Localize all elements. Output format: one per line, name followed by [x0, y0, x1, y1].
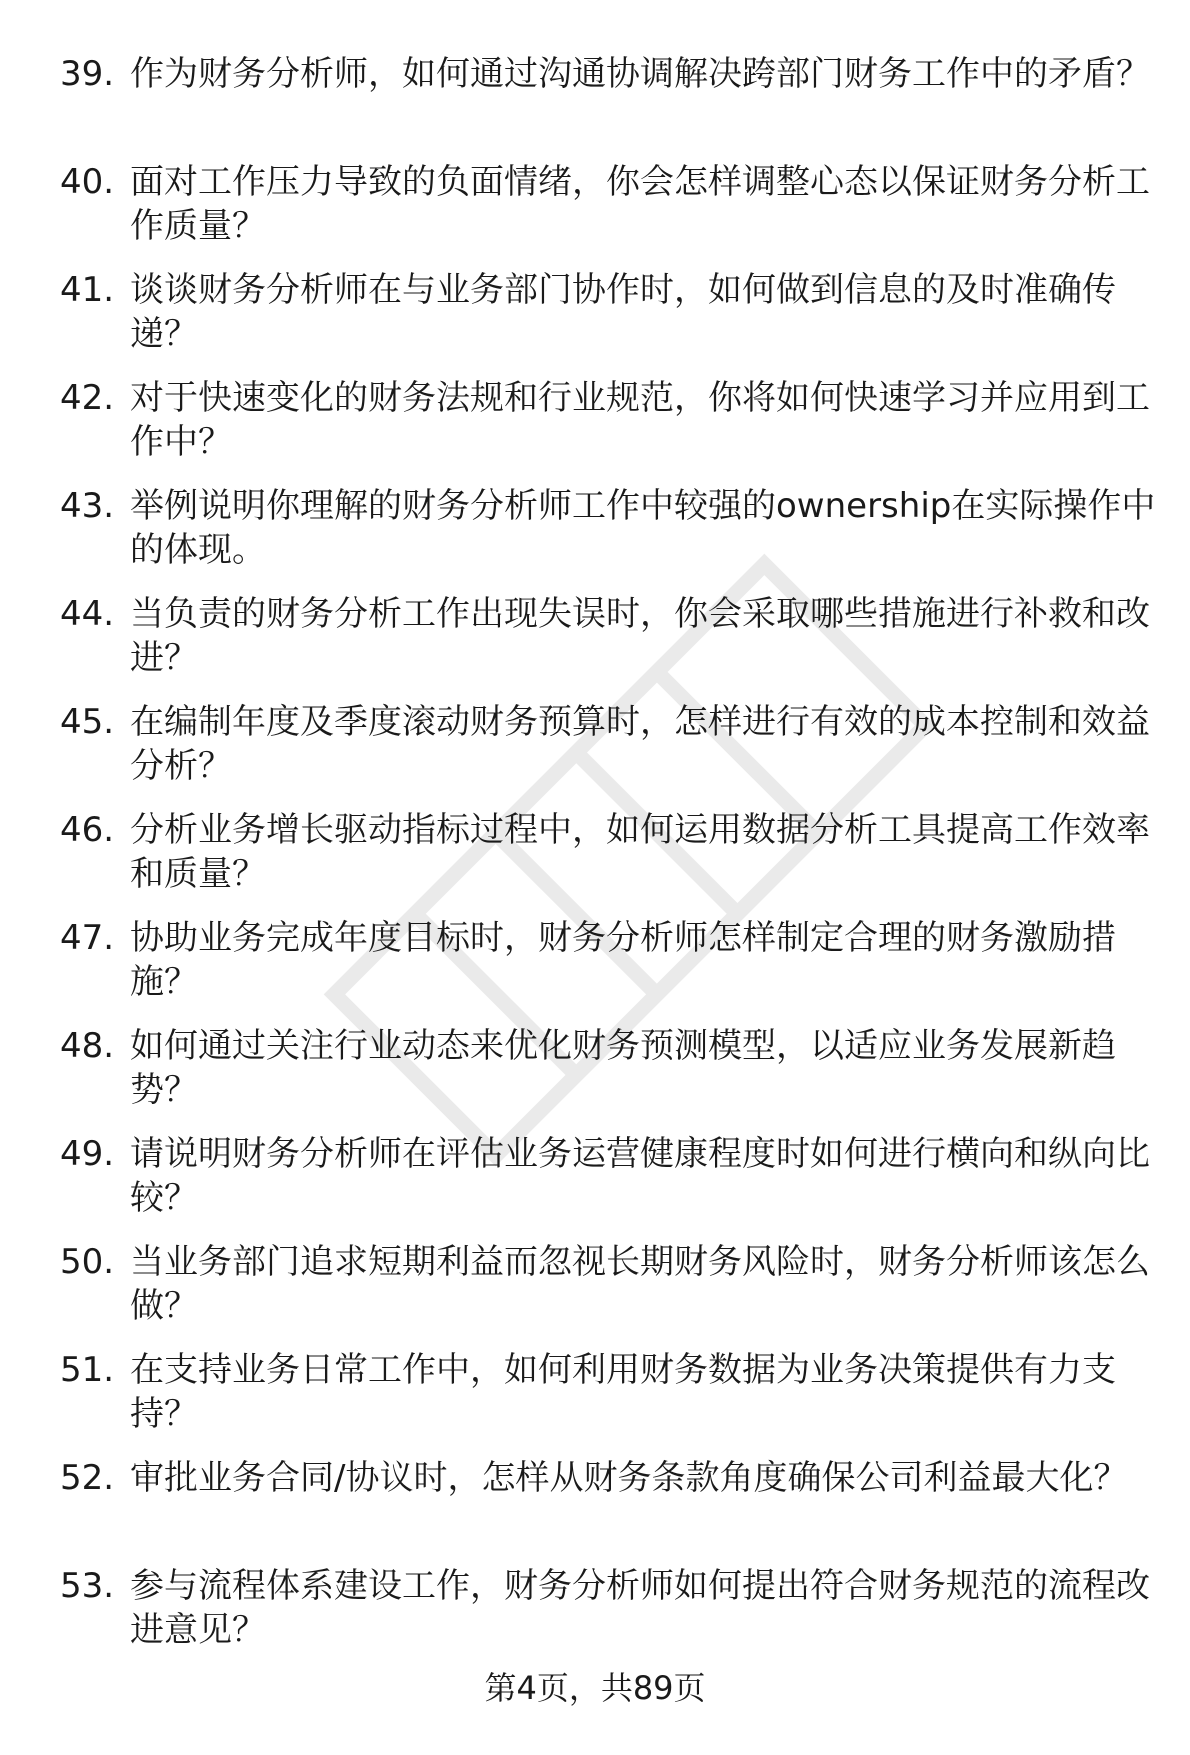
question-item — [60, 52, 1170, 140]
question-number: 39. — [60, 54, 115, 94]
question-item — [60, 376, 1170, 464]
question-item — [60, 808, 1170, 896]
question-text: 分析业务增长驱动指标过程中，如何运用数据分析工具提高工作效率和质量？ — [130, 810, 1150, 894]
question-item — [60, 268, 1170, 356]
question-text: 作为财务分析师，如何通过沟通协调解决跨部门财务工作中的矛盾？ — [130, 54, 1150, 94]
page-number: 第4页，共89页 — [484, 1669, 706, 1707]
question-item — [60, 1348, 1170, 1436]
question-number: 53. — [60, 1566, 115, 1606]
question-text: 在支持业务日常工作中，如何利用财务数据为业务决策提供有力支持？ — [130, 1350, 1116, 1434]
question-number: 48. — [60, 1026, 115, 1066]
question-text: 谈谈财务分析师在与业务部门协作时，如何做到信息的及时准确传递？ — [130, 270, 1116, 354]
question-item — [60, 1024, 1170, 1112]
question-text: 如何通过关注行业动态来优化财务预测模型，以适应业务发展新趋势？ — [130, 1026, 1116, 1110]
question-number: 45. — [60, 702, 115, 742]
question-text: 对于快速变化的财务法规和行业规范，你将如何快速学习并应用到工作中？ — [130, 378, 1150, 462]
question-item — [60, 160, 1170, 248]
question-item — [60, 916, 1170, 1004]
question-number: 41. — [60, 270, 115, 310]
question-text: 当负责的财务分析工作出现失误时，你会采取哪些措施进行补救和改进？ — [130, 594, 1150, 678]
question-list — [60, 52, 1170, 1672]
question-number: 43. — [60, 486, 115, 526]
question-item — [60, 1240, 1170, 1328]
question-number: 52. — [60, 1458, 115, 1498]
question-item — [60, 592, 1170, 680]
question-number: 40. — [60, 162, 115, 202]
question-item — [60, 1564, 1170, 1652]
question-number: 46. — [60, 810, 115, 850]
question-text: 在编制年度及季度滚动财务预算时，怎样进行有效的成本控制和效益分析？ — [130, 702, 1150, 786]
question-text: 审批业务合同/协议时，怎样从财务条款角度确保公司利益最大化？ — [130, 1458, 1128, 1498]
question-text: 参与流程体系建设工作，财务分析师如何提出符合财务规范的流程改进意见？ — [130, 1566, 1150, 1650]
question-number: 49. — [60, 1134, 115, 1174]
question-text: 协助业务完成年度目标时，财务分析师怎样制定合理的财务激励措施？ — [130, 918, 1116, 1002]
question-number: 47. — [60, 918, 115, 958]
question-text: 面对工作压力导致的负面情绪，你会怎样调整心态以保证财务分析工作质量？ — [130, 162, 1150, 246]
question-item — [60, 484, 1170, 572]
question-number: 51. — [60, 1350, 115, 1390]
question-item — [60, 1132, 1170, 1220]
question-item — [60, 700, 1170, 788]
question-number: 44. — [60, 594, 115, 634]
question-text: 当业务部门追求短期利益而忽视长期财务风险时，财务分析师该怎么做？ — [130, 1242, 1150, 1326]
question-text: 请说明财务分析师在评估业务运营健康程度时如何进行横向和纵向比较？ — [130, 1134, 1150, 1218]
question-number: 50. — [60, 1242, 115, 1282]
question-number: 42. — [60, 378, 115, 418]
question-item — [60, 1456, 1170, 1544]
question-text: 举例说明你理解的财务分析师工作中较强的ownership在实际操作中的体现。 — [130, 486, 1156, 570]
